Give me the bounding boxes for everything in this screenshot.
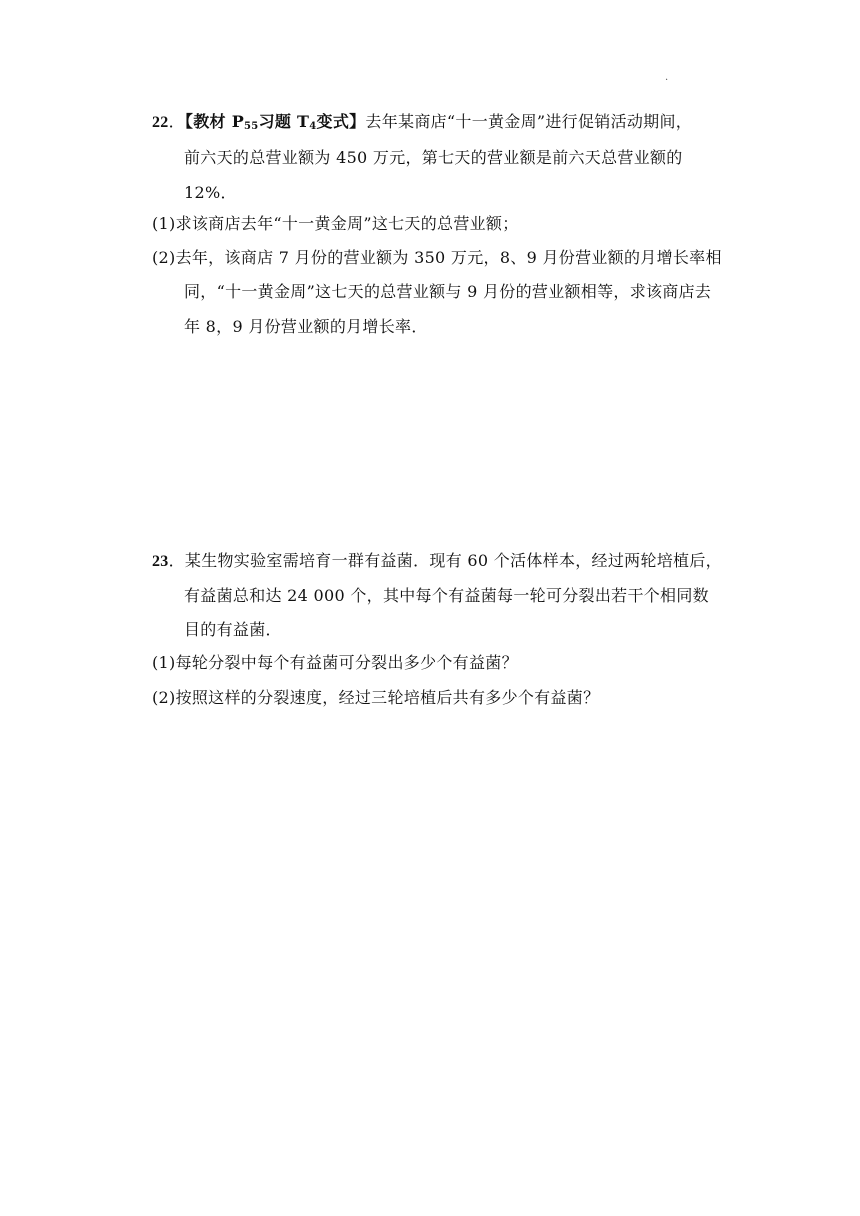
q23-line-3: 目的有益菌． <box>184 620 282 639</box>
q22-number: 22 <box>152 114 169 131</box>
q22-part-2-line-1: (2)去年，该商店 7 月份的营业额为 350 万元，8、9 月份营业额的月增长率相 <box>152 248 722 267</box>
q22-dot: ． <box>168 112 185 131</box>
q22-part-2-line-2: 同，“十一黄金周”这七天的总营业额与 9 月份的营业额相等，求该商店去 <box>184 282 712 301</box>
q22-tag-sub-task: 4 <box>309 121 317 132</box>
q22-tag-open: 【教材 P <box>184 112 245 131</box>
q22-tag-close: 变式】 <box>316 112 366 131</box>
q23-part-1: (1)每轮分裂中每个有益菌可分裂出多少个有益菌？ <box>152 653 518 672</box>
q23-line-1-text: ．某生物实验室需培育一群有益菌．现有 60 个活体样本，经过两轮培植后， <box>168 551 722 570</box>
q22-tag-mid: 习题 T <box>258 112 310 131</box>
corner-dot: . <box>665 72 669 83</box>
q23-line-1 <box>152 551 722 572</box>
q22-source-tag <box>185 112 366 131</box>
q22-tag-sub-page: 55 <box>244 121 259 132</box>
q22-line-3: 12%． <box>184 183 237 202</box>
q22-line-2: 前六天的总营业额为 450 万元，第七天的营业额是前六天总营业额的 <box>184 148 683 167</box>
q22-line-1-text: 去年某商店“十一黄金周”进行促销活动期间， <box>365 112 693 131</box>
q23-number: 23 <box>152 553 169 570</box>
q22-part-1: (1)求该商店去年“十一黄金周”这七天的总营业额； <box>152 214 519 233</box>
q23-line-2: 有益菌总和达 24 000 个，其中每个有益菌每一轮可分裂出若干个相同数 <box>184 586 709 605</box>
q22-line-1 <box>152 112 692 133</box>
q23-part-2: (2)按照这样的分裂速度，经过三轮培植后共有多少个有益菌？ <box>152 688 600 707</box>
q22-part-2-line-3: 年 8，9 月份营业额的月增长率． <box>184 317 428 336</box>
